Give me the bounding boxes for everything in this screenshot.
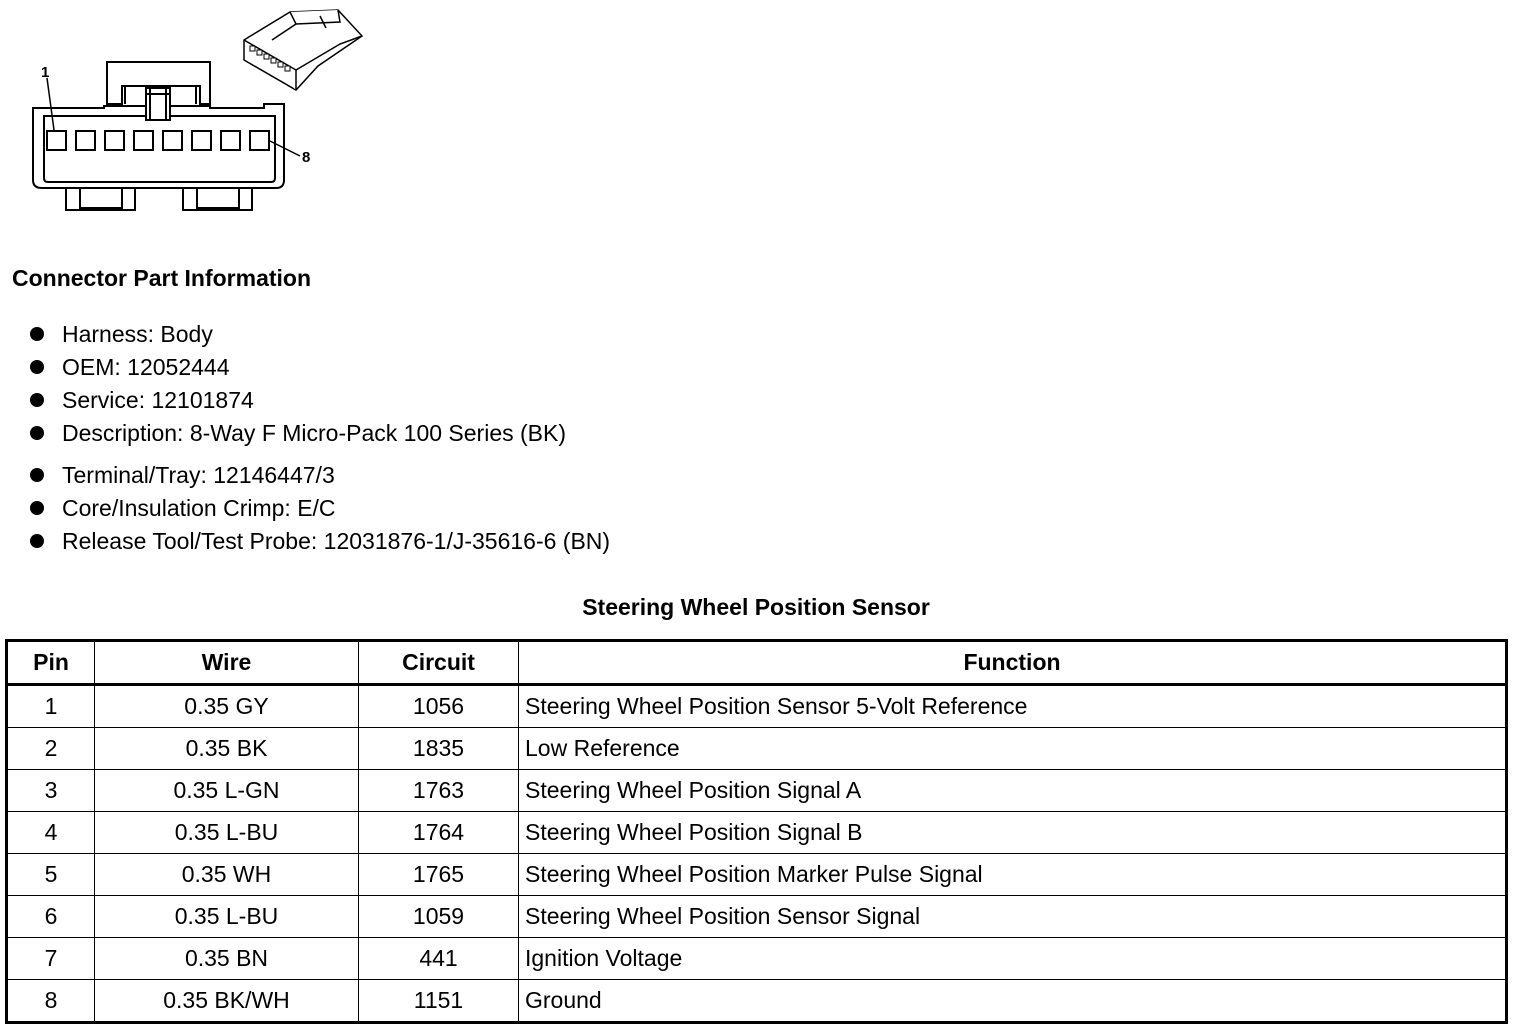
table-title: Steering Wheel Position Sensor xyxy=(582,594,930,620)
cell-circuit: 1764 xyxy=(359,812,519,854)
cell-pin: 7 xyxy=(7,938,95,980)
cell-circuit: 441 xyxy=(359,938,519,980)
cell-wire: 0.35 L-GN xyxy=(95,770,359,812)
pin-cavity xyxy=(134,131,153,150)
bullet-icon xyxy=(30,327,44,341)
cell-pin: 5 xyxy=(7,854,95,896)
table-row xyxy=(7,896,1507,938)
connector-diagram xyxy=(0,0,400,230)
cell-function: Ground xyxy=(519,980,1507,1023)
cell-pin: 1 xyxy=(7,685,95,728)
bullet-icon xyxy=(30,360,44,374)
cell-circuit: 1059 xyxy=(359,896,519,938)
bullet-icon xyxy=(30,393,44,407)
cell-wire: 0.35 BN xyxy=(95,938,359,980)
table-header-row xyxy=(7,641,1507,685)
info-item-description: Description: 8-Way F Micro-Pack 100 Series (BK) xyxy=(28,417,610,450)
header-function: Function xyxy=(519,641,1507,685)
cell-wire: 0.35 WH xyxy=(95,854,359,896)
pinout-table xyxy=(5,639,1508,1024)
cell-function: Steering Wheel Position Signal B xyxy=(519,812,1507,854)
cell-wire: 0.35 GY xyxy=(95,685,359,728)
bullet-icon xyxy=(30,534,44,548)
cell-pin: 4 xyxy=(7,812,95,854)
info-item-terminal-tray: Terminal/Tray: 12146447/3 xyxy=(28,459,610,492)
cell-circuit: 1763 xyxy=(359,770,519,812)
pin-cavity xyxy=(105,131,124,150)
pin-cavity xyxy=(163,131,182,150)
bottom-tab-right xyxy=(183,188,252,210)
cell-pin: 2 xyxy=(7,728,95,770)
cell-circuit: 1151 xyxy=(359,980,519,1023)
info-item-crimp: Core/Insulation Crimp: E/C xyxy=(28,492,610,525)
info-item-harness: Harness: Body xyxy=(28,318,610,351)
bullet-icon xyxy=(30,426,44,440)
connector-info-list xyxy=(28,318,610,558)
connector-isometric-view xyxy=(244,10,362,90)
info-item-oem: OEM: 12052444 xyxy=(28,351,610,384)
cell-circuit: 1765 xyxy=(359,854,519,896)
cell-circuit: 1835 xyxy=(359,728,519,770)
pin-8-label: 8 xyxy=(302,149,311,166)
cell-wire: 0.35 L-BU xyxy=(95,896,359,938)
table-row xyxy=(7,854,1507,896)
table-row xyxy=(7,770,1507,812)
cell-function: Steering Wheel Position Sensor Signal xyxy=(519,896,1507,938)
header-wire: Wire xyxy=(95,641,359,685)
cell-function: Steering Wheel Position Marker Pulse Signal xyxy=(519,854,1507,896)
pin-cavity xyxy=(250,131,269,150)
connector-info-heading: Connector Part Information xyxy=(12,265,312,291)
bullet-icon xyxy=(30,501,44,515)
cell-pin: 6 xyxy=(7,896,95,938)
cell-function: Steering Wheel Position Sensor 5-Volt Reference xyxy=(519,685,1507,728)
pin-cavity xyxy=(192,131,211,150)
cell-wire: 0.35 BK xyxy=(95,728,359,770)
table-row xyxy=(7,980,1507,1023)
cell-wire: 0.35 BK/WH xyxy=(95,980,359,1023)
table-row xyxy=(7,728,1507,770)
header-circuit: Circuit xyxy=(359,641,519,685)
pin-cavity xyxy=(47,131,66,150)
pin-cavity xyxy=(221,131,240,150)
info-item-release-tool: Release Tool/Test Probe: 12031876-1/J-35616-6 (BN) xyxy=(28,525,610,558)
cell-pin: 3 xyxy=(7,770,95,812)
cell-function: Steering Wheel Position Signal A xyxy=(519,770,1507,812)
table-row xyxy=(7,812,1507,854)
pin-1-label: 1 xyxy=(41,64,50,81)
cell-wire: 0.35 L-BU xyxy=(95,812,359,854)
cell-pin: 8 xyxy=(7,980,95,1023)
info-item-service: Service: 12101874 xyxy=(28,384,610,417)
table-row xyxy=(7,685,1507,728)
cell-function: Low Reference xyxy=(519,728,1507,770)
cell-function: Ignition Voltage xyxy=(519,938,1507,980)
table-row xyxy=(7,938,1507,980)
header-pin: Pin xyxy=(7,641,95,685)
pin-cavity xyxy=(76,131,95,150)
cell-circuit: 1056 xyxy=(359,685,519,728)
bullet-icon xyxy=(30,468,44,482)
bottom-tab-left xyxy=(66,188,135,210)
